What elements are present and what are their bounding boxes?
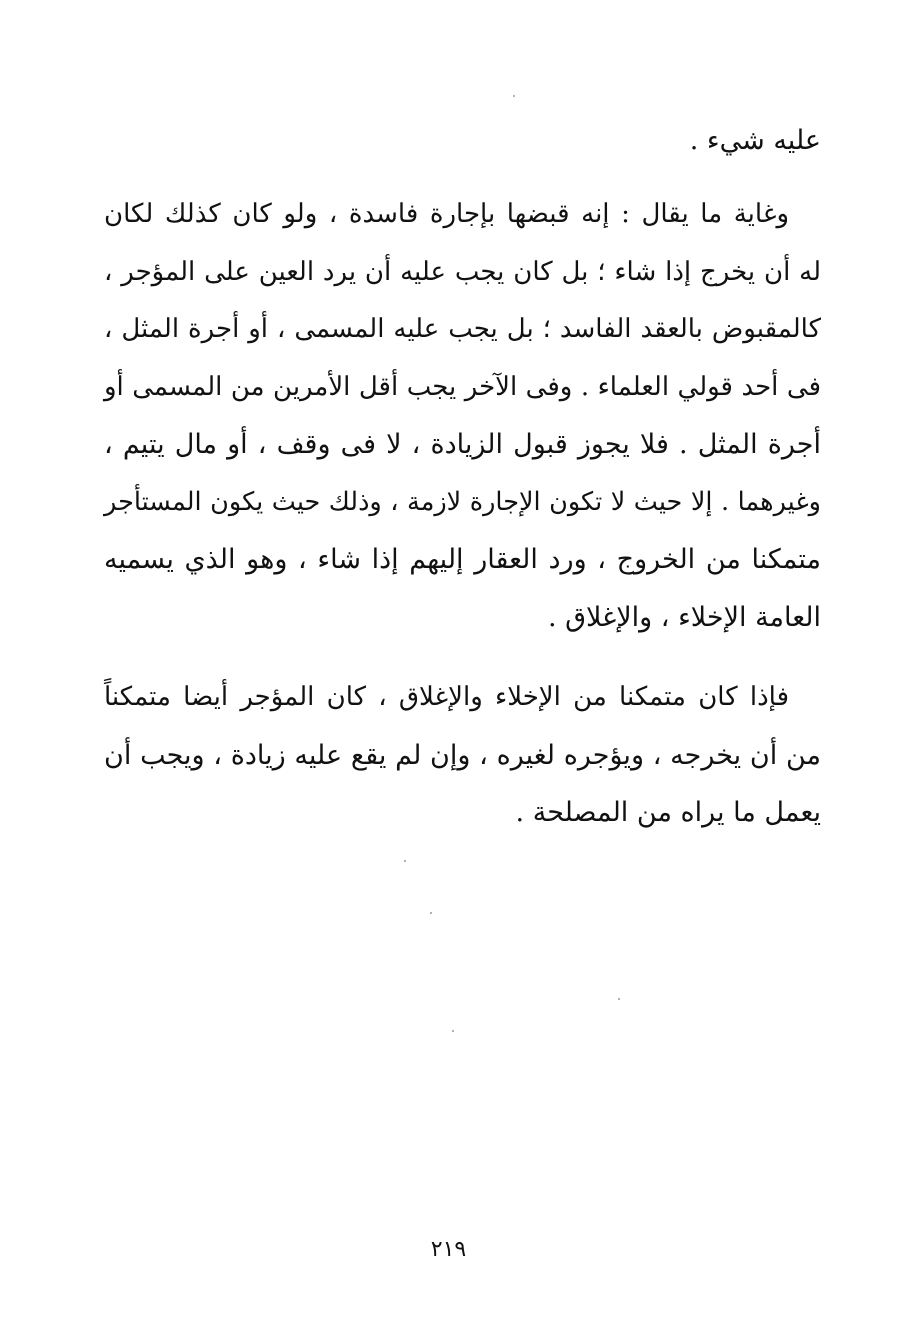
text-line: متمكنا من الخروج ، ورد العقار إليهم إذا شاء ، وهو الذي يسميه xyxy=(104,544,821,575)
text-line: العامة الإخلاء ، والإغلاق . xyxy=(547,601,821,633)
text-line: يعمل ما يراه من المصلحة . xyxy=(515,797,821,828)
scan-speck xyxy=(452,1030,454,1032)
scan-speck xyxy=(513,95,515,97)
text-line: فى أحد قولي العلماء . وفى الآخر يجب أقل الأمرين من المسمى أو xyxy=(104,371,821,402)
text-line: أجرة المثل . فلا يجوز قبول الزيادة ، لا فى وقف ، أو مال يتيم ، xyxy=(104,429,821,460)
text-line: عليه شيء . xyxy=(689,125,821,156)
text-line: وغاية ما يقال : إنه قبضها بإجارة فاسدة ، ولو كان كذلك لكان xyxy=(104,199,789,229)
text-line: له أن يخرج إذا شاء ؛ بل كان يجب عليه أن يرد العين على المؤجر ، xyxy=(104,256,821,287)
text-line: فإذا كان متمكنا من الإخلاء والإغلاق ، كان المؤجر أيضا متمكناً xyxy=(104,682,789,712)
page-number: ٢١٩ xyxy=(430,1237,467,1262)
scan-speck xyxy=(404,860,406,862)
paragraph-1 xyxy=(104,112,821,170)
paragraph-3 xyxy=(104,669,821,842)
text-line: من أن يخرجه ، ويؤجره لغيره ، وإن لم يقع عليه زيادة ، ويجب أن xyxy=(104,739,821,771)
text-line: وغيرهما . إلا حيث لا تكون الإجارة لازمة ، وذلك حيث يكون المستأجر xyxy=(104,486,821,517)
scan-speck xyxy=(430,912,432,914)
scan-speck xyxy=(618,998,620,1000)
text-line: كالمقبوض بالعقد الفاسد ؛ بل يجب عليه المسمى ، أو أجرة المثل ، xyxy=(104,314,821,344)
paragraph-2 xyxy=(104,186,821,646)
